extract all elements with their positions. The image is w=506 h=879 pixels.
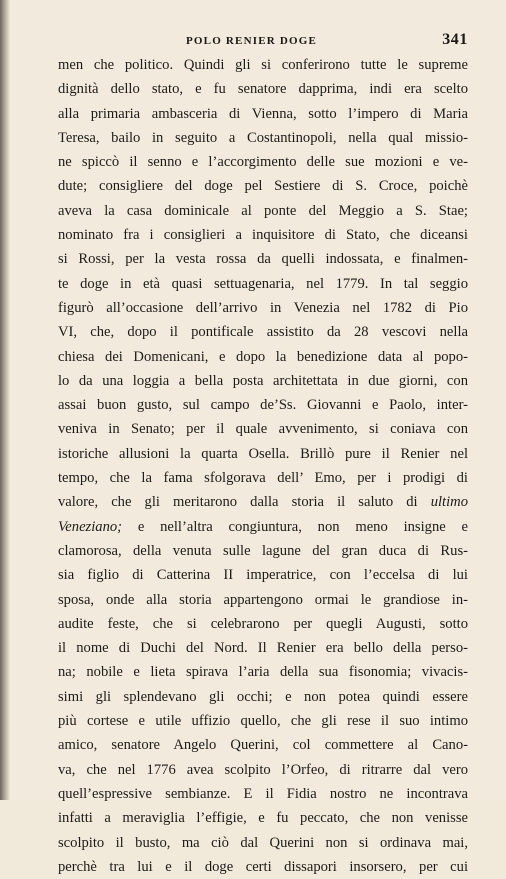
text-line-9: si Rossi, per la vesta rossa da quelli indossata, e finalmen-	[58, 251, 468, 268]
text-line-5: ne spiccò il senno e l’accorgimento delle sue mozioni e ve-	[58, 154, 468, 171]
text-line-3: alla primaria ambasceria di Vienna, sotto l’impero di Maria	[58, 105, 468, 122]
text-line-18: tempo, che la fama sfolgorava dell’ Emo, per i prodigi di	[58, 470, 468, 487]
text-line-20-italic: Veneziano;	[58, 518, 123, 535]
text-line-22: sia figlio di Catterina II imperatrice, con l’eccelsa di lui	[58, 567, 468, 584]
text-line-29: amico, senatore Angelo Querini, col commettere al Cano-	[58, 737, 468, 754]
text-line-19-a: valore, che gli meritarono dalla storia il saluto di	[58, 494, 418, 511]
text-line-33: scolpito il busto, ma ciò dal Querini non si ordinava mai,	[58, 834, 468, 851]
text-line-10: te doge in età quasi settuagenaria, nel 1779. In tal seggio	[58, 275, 468, 292]
spine-shadow	[0, 0, 10, 800]
text-line-34: perchè tra lui e il doge certi dissapori insorsero, per cui	[58, 858, 468, 875]
text-line-2: dignità dello stato, e fu senatore dapprima, indi era scelto	[58, 81, 468, 98]
text-line-8: nominato fra i consiglieri a inquisitore di Stato, che diceansi	[58, 227, 468, 244]
text-line-13: chiesa dei Domenicani, e dopo la benedizione data al popo-	[58, 348, 468, 365]
text-line-16: veniva in Senato; per il quale avvenimento, si coniava con	[58, 421, 468, 438]
text-line-26: na; nobile e lieta spirava l’aria della sua fisonomia; vivacis-	[58, 664, 468, 681]
text-line-24: audite feste, che si celebrarono per quegli Augusti, sotto	[58, 615, 468, 632]
text-line-21: clamorosa, della venuta sulle lagune del gran duca di Rus-	[58, 542, 468, 559]
text-line-6: dute; consigliere del doge pel Sestiere di S. Croce, poichè	[58, 178, 468, 195]
text-line-12: VI, che, dopo il pontificale assistito da 28 vescovi nella	[58, 324, 468, 341]
text-line-31: quell’espressive sembianze. E il Fidia nostro ne incontrava	[58, 785, 468, 802]
page-number: 341	[442, 31, 468, 48]
text-line-20	[58, 515, 468, 539]
text-line-23: sposa, onde alla storia appartengono ormai le grandiose in-	[58, 591, 468, 608]
text-line-11: figurò all’occasione dell’arrivo in Venezia nel 1782 di Pio	[58, 299, 468, 316]
text-line-30: va, che nel 1776 avea scolpito l’Orfeo, di ritrarre dal vero	[58, 761, 468, 778]
text-line-17: istoriche allusioni la quarta Osella. Brillò pure il Renier nel	[58, 445, 468, 462]
text-line-20-rest: e nell’altra congiuntura, non meno insigne e	[122, 518, 468, 535]
text-line-19	[58, 490, 468, 514]
text-line-25: il nome di Duchi del Nord. Il Renier era bello della perso-	[58, 640, 468, 657]
italic-word: ultimo	[430, 494, 468, 511]
text-line-28: più cortese e utile uffizio quello, che gli rese il suo intimo	[58, 713, 468, 730]
page-header	[58, 31, 468, 51]
text-line-1: men che politico. Quindi gli si conferirono tutte le supreme	[58, 57, 468, 73]
text-line-15: assai buon gusto, sul campo de’Ss. Giovanni e Paolo, inter-	[58, 397, 468, 414]
text-line-32: infatti a meraviglia l’effigie, e fu peccato, che non venisse	[58, 810, 468, 827]
text-line-27: simi gli splendevano gli occhi; e non potea quindi essere	[58, 688, 468, 705]
text-line-14: lo da una loggia a bella posta architettata in due giorni, con	[58, 372, 468, 389]
running-title: POLO RENIER DOGE	[186, 35, 318, 47]
text-line-4: Teresa, bailo in seguito a Costantinopoli, nella qual missio-	[58, 129, 468, 146]
text-line-7: aveva la casa dominicale al ponte del Meggio a S. Stae;	[58, 202, 468, 219]
body-text	[58, 53, 468, 879]
